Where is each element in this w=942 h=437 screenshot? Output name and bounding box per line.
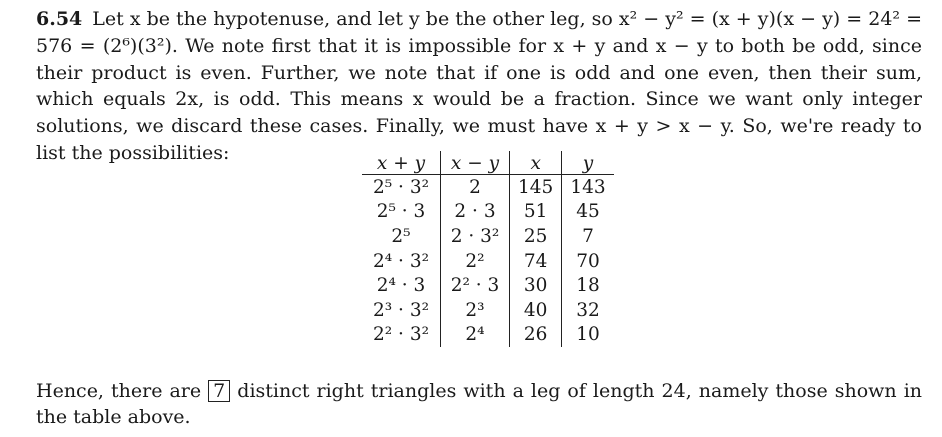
table-row bbox=[362, 200, 614, 225]
solution-page bbox=[36, 6, 922, 167]
table-row bbox=[362, 249, 614, 274]
cell-diff: 2 · 3 bbox=[441, 200, 510, 225]
cell-x: 51 bbox=[510, 200, 562, 225]
cell-x: 74 bbox=[510, 249, 562, 274]
header-x-minus-y: x − y bbox=[441, 151, 510, 175]
cell-y: 18 bbox=[562, 273, 614, 298]
cell-x: 30 bbox=[510, 273, 562, 298]
header-x: x bbox=[510, 151, 562, 175]
table-row bbox=[362, 224, 614, 249]
cell-sum: 2⁵ · 3 bbox=[376, 201, 426, 223]
cell-y: 10 bbox=[562, 323, 614, 348]
conclusion-after: distinct right triangles with a leg of length 24, namely those shown in the table above. bbox=[36, 380, 923, 428]
problem-body: We note first that it is impossible for x + y and x − y to both be odd, since their product is even. Further, we note that if one is odd and one even, then their sum, which equals 2x, is odd. This means x would be a fraction. Since we want only integer solutions, we discard these cases. Finally, we must have x + y > x − y. So, we're ready to list the possibilities: bbox=[36, 34, 923, 164]
header-x-plus-y: x + y bbox=[362, 151, 441, 175]
cell-sum: 2⁴ · 3² bbox=[372, 250, 429, 272]
table-row bbox=[362, 273, 614, 298]
cell-y: 70 bbox=[562, 249, 614, 274]
cell-diff: 2³ bbox=[441, 298, 510, 323]
cell-x: 25 bbox=[510, 224, 562, 249]
problem-intro: Let x be the hypotenuse, and let y be the other leg, so x² − y² = (x + y)(x − y) = 24² = 576 = (2⁶)(3²). bbox=[36, 8, 922, 57]
problem-number: 6.54 bbox=[36, 8, 83, 30]
header-y: y bbox=[562, 151, 614, 175]
cell-diff: 2 · 3² bbox=[441, 224, 510, 249]
table-row bbox=[362, 298, 614, 323]
table-row bbox=[362, 323, 614, 348]
possibilities-table bbox=[362, 151, 614, 347]
cell-x: 145 bbox=[510, 175, 562, 200]
table-header-row bbox=[362, 151, 614, 175]
conclusion-paragraph bbox=[36, 378, 922, 430]
cell-diff: 2² · 3 bbox=[441, 273, 510, 298]
cell-y: 143 bbox=[562, 175, 614, 200]
cell-sum: 2⁵ bbox=[391, 225, 411, 247]
cell-diff: 2² bbox=[441, 249, 510, 274]
conclusion-before: Hence, there are bbox=[36, 380, 202, 402]
cell-sum: 2⁵ · 3² bbox=[372, 176, 429, 198]
cell-sum: 2³ · 3² bbox=[372, 299, 429, 321]
cell-x: 40 bbox=[510, 298, 562, 323]
cell-sum: 2² · 3² bbox=[372, 324, 429, 346]
cell-x: 26 bbox=[510, 323, 562, 348]
boxed-answer: 7 bbox=[208, 380, 230, 402]
cell-diff: 2⁴ bbox=[441, 323, 510, 348]
cell-y: 7 bbox=[562, 224, 614, 249]
problem-paragraph bbox=[36, 6, 922, 167]
possibilities-table-container bbox=[362, 151, 614, 347]
cell-y: 32 bbox=[562, 298, 614, 323]
table-row bbox=[362, 175, 614, 200]
cell-y: 45 bbox=[562, 200, 614, 225]
cell-sum: 2⁴ · 3 bbox=[376, 275, 426, 297]
cell-diff: 2 bbox=[441, 175, 510, 200]
